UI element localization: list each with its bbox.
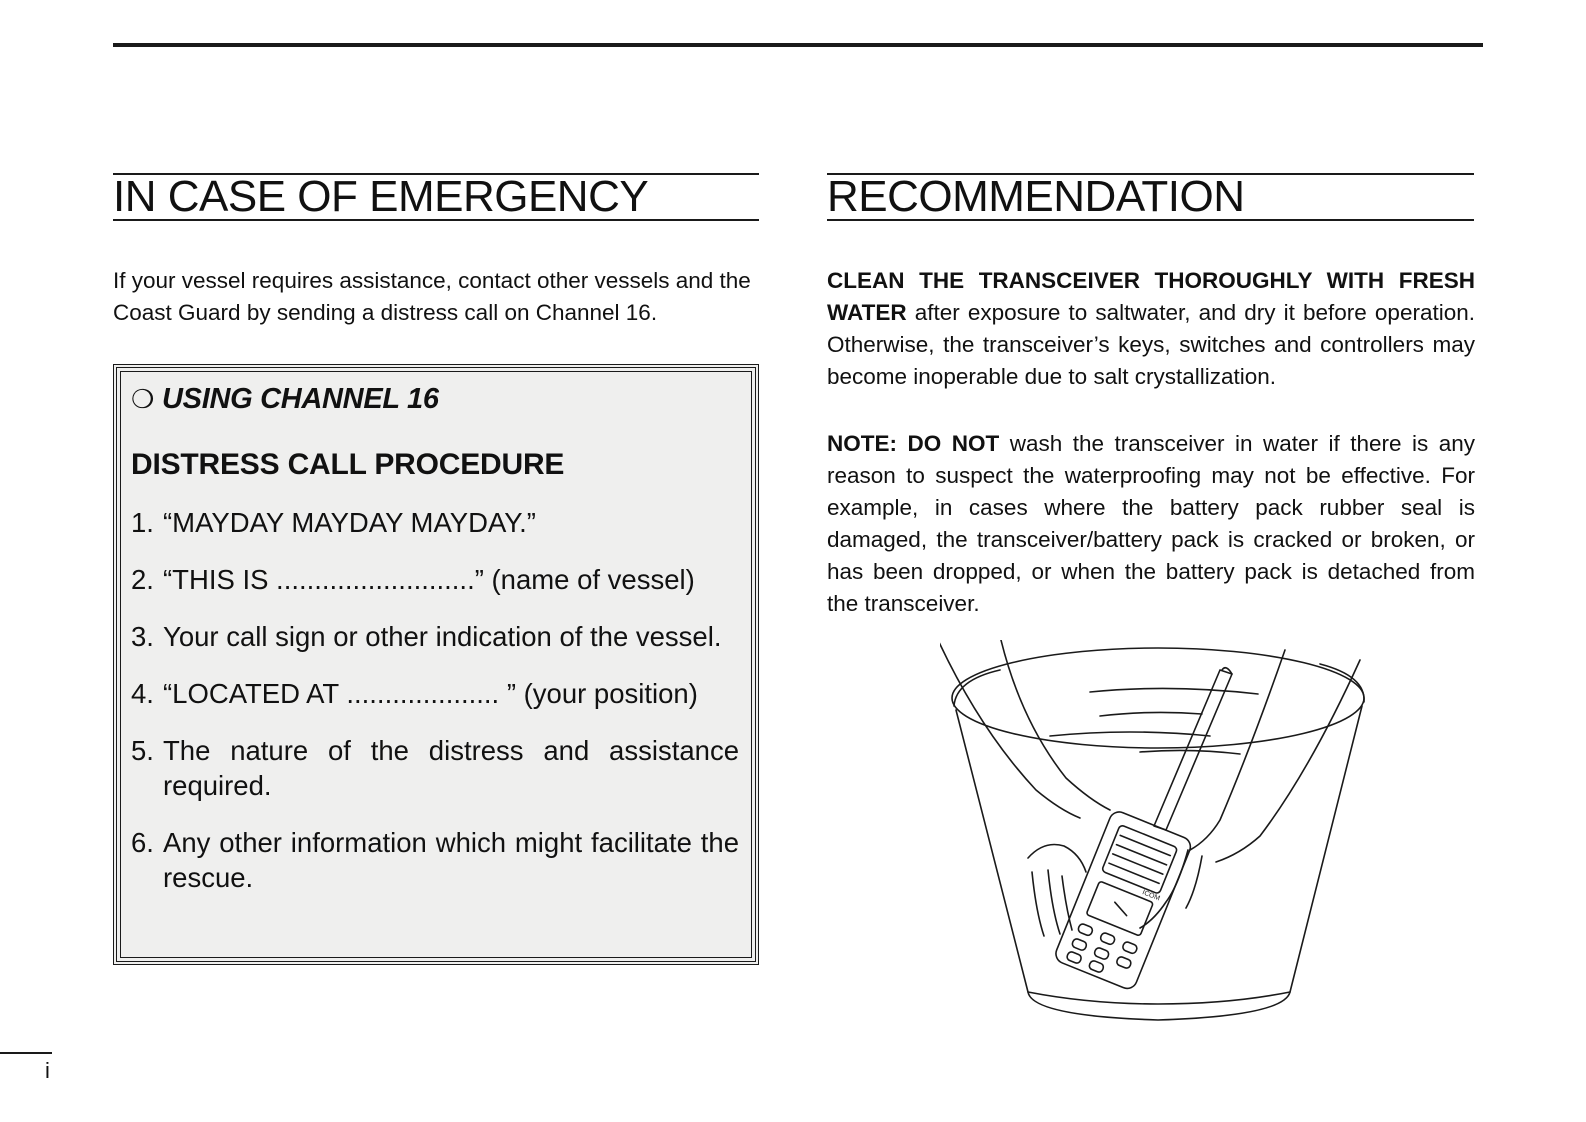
bucket-rim-edge	[954, 670, 1000, 706]
subheading-text: USING CHANNEL 16	[162, 383, 439, 415]
step-text: “THIS IS ..........................” (name of vessel)	[163, 564, 695, 595]
distress-procedure-title: DISTRESS CALL PROCEDURE	[131, 448, 565, 481]
channel16-box	[113, 364, 759, 965]
footer-rule	[0, 1052, 52, 1054]
recommendation-heading: RECOMMENDATION	[827, 173, 1474, 221]
clean-bold-text: CLEAN THE TRANSCEIVER THOROUGHLY WITH FRESH WATER	[827, 268, 1475, 325]
water-line	[1050, 732, 1210, 736]
note-paragraph	[827, 428, 1475, 620]
box-subheading	[131, 368, 739, 416]
step-text: Your call sign or other indication of the vessel.	[163, 621, 722, 652]
step-number: 5.	[131, 735, 154, 766]
water-line	[1140, 750, 1240, 754]
step-text: Any other information which might facilitate the rescue.	[163, 827, 739, 893]
clean-paragraph	[827, 265, 1475, 393]
step-text: The nature of the distress and assistance required.	[163, 735, 739, 801]
step-number: 1.	[131, 507, 154, 538]
right-arm	[1216, 660, 1360, 862]
emergency-intro: If your vessel requires assistance, contact other vessels and the Coast Guard by sending a distress call on Channel 16.	[113, 268, 751, 325]
step-number: 2.	[131, 564, 154, 595]
step-item	[131, 825, 739, 895]
step-text: “MAYDAY MAYDAY MAYDAY.”	[163, 507, 536, 538]
distress-steps	[131, 505, 739, 895]
left-arm	[1000, 640, 1110, 810]
step-text: “LOCATED AT .................... ” (your position)	[163, 678, 698, 709]
note-bold-text: NOTE: DO NOT	[827, 431, 1000, 456]
step-item	[131, 676, 739, 711]
note-body-text: wash the transceiver in water if there is any reason to suspect the waterproofing may not be effective. For example, in cases where the battery pack rubber seal is damaged, the transceiver/battery pack is cracked or broken, or has been dropped, or when the battery pack is detached from the transceiver.	[827, 431, 1475, 616]
step-item	[131, 505, 739, 540]
transceiver-in-bucket-illustration	[940, 640, 1380, 1040]
clean-body-text: after exposure to saltwater, and dry it before operation. Otherwise, the transceiver’s keys, switches and controllers may become inoperable due to salt crystallization.	[827, 300, 1475, 389]
emergency-heading: IN CASE OF EMERGENCY	[113, 173, 759, 221]
water-line	[1090, 688, 1258, 694]
page-number: i	[45, 1058, 50, 1083]
water-line	[1100, 712, 1202, 716]
step-number: 6.	[131, 827, 154, 858]
bucket-bottom	[1028, 992, 1290, 1004]
radio-brand-label: ICOM	[1141, 889, 1161, 903]
left-hand	[1028, 845, 1086, 873]
step-item	[131, 733, 739, 803]
right-hand	[1140, 850, 1202, 928]
radio-body	[1053, 809, 1193, 991]
bucket-body	[956, 706, 1362, 1020]
step-item	[131, 562, 739, 597]
circle-bullet-icon: ❍	[131, 384, 155, 414]
step-number: 3.	[131, 621, 154, 652]
step-number: 4.	[131, 678, 154, 709]
step-item	[131, 619, 739, 654]
header-rule	[113, 43, 1483, 47]
